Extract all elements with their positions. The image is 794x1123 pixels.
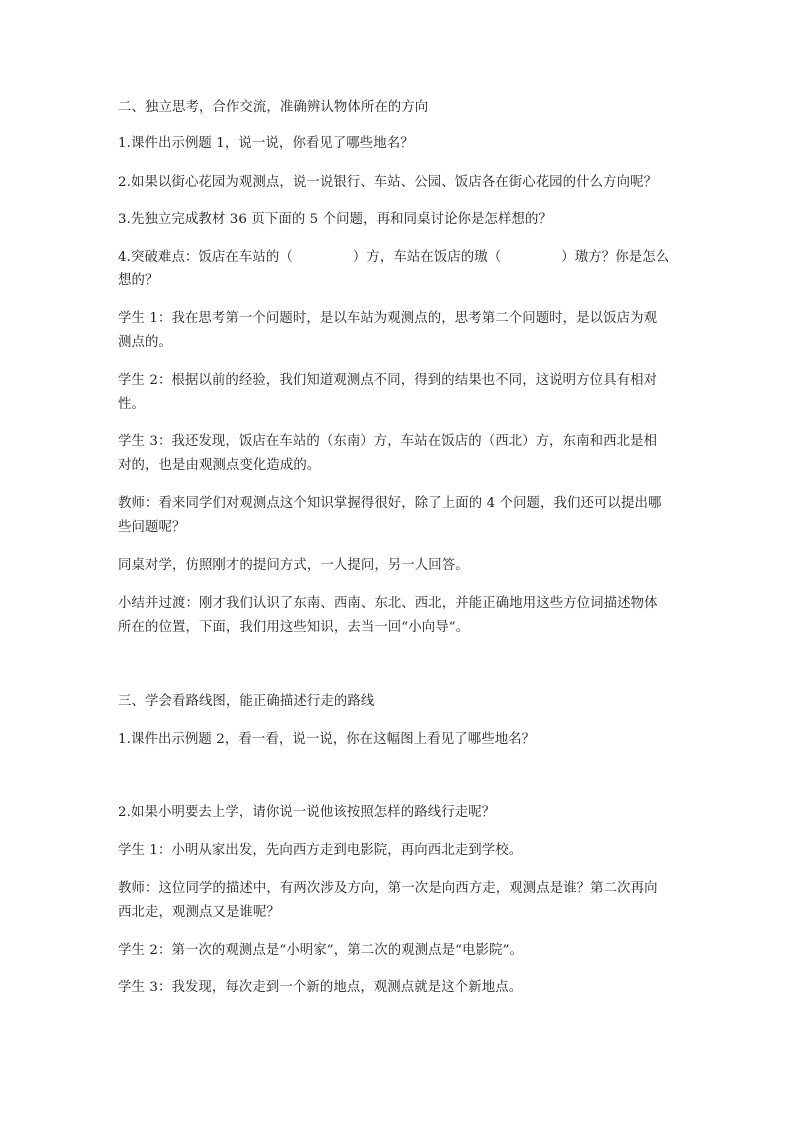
section2-question-2: 2.如果以街心花园为观测点，说一说银行、车站、公园、饭店各在街心花园的什么方向呢？ [118, 175, 658, 190]
q4-part2: ）方，车站在饭店的璈（ [352, 250, 502, 265]
pair-practice: 同桌对学，仿照刚才的提问方式，一人提问，另一人回答。 [118, 558, 469, 573]
student-1-line2: 测点的。 [118, 335, 172, 350]
section3-heading: 三、学会看路线图，能正确描述行走的路线 [118, 694, 375, 709]
summary-line2: 所在的位置，下面，我们用这些知识，去当一回“小向导”。 [118, 620, 470, 635]
section2-heading: 二、独立思考，合作交流，准确辨认物体所在的方向 [118, 100, 429, 115]
section3-student-1: 学生 1：小明从家出发，先向西方走到电影院，再向西北走到学校。 [118, 843, 523, 858]
teacher-line1: 教师：看来同学们对观测点这个知识掌握得很好，除了上面的 4 个问题，我们还可以提出哪 [118, 496, 662, 511]
q4-part3: ）璈方？你是怎么 [561, 250, 670, 265]
section3-student-2: 学生 2：第一次的观测点是“小明家”，第二次的观测点是“电影院”。 [118, 943, 524, 958]
section2-question-1: 1.课件出示例题 1，说一说，你看见了哪些地名？ [118, 136, 414, 151]
summary-line1: 小结并过渡：刚才我们认识了东南、西南、东北、西北，并能正确地用这些方位词描述物体 [118, 596, 658, 611]
student-2-line2: 性。 [118, 397, 145, 412]
student-2-line1: 学生 2：根据以前的经验，我们知道观测点不同，得到的结果也不同，这说明方位具有相对 [118, 373, 658, 388]
student-1-line1: 学生 1：我在思考第一个问题时，是以车站为观测点的，思考第二个问题时，是以饭店为观 [118, 311, 658, 326]
section3-teacher-line1: 教师：这位同学的描述中，有两次涉及方向，第一次是向西方走，观测点是谁？第二次再向 [118, 881, 658, 896]
section3-question-2: 2.如果小明要去上学，请你说一说他该按照怎样的路线行走呢？ [118, 805, 496, 820]
section3-student-3: 学生 3：我发现，每次走到一个新的地点，观测点就是这个新地点。 [118, 980, 523, 995]
section2-question-4-line2: 想的？ [118, 273, 159, 288]
student-3-line2: 对的，也是由观测点变化造成的。 [118, 458, 321, 473]
section2-question-3: 3.先独立完成教材 36 页下面的 5 个问题，再和同桌讨论你是怎样想的？ [118, 212, 552, 227]
q4-part1: 4.突破难点：饭店在车站的（ [118, 250, 293, 265]
student-3-line1: 学生 3：我还发现，饭店在车站的（东南）方，车站在饭店的（西北）方，东南和西北是相 [118, 434, 658, 449]
section2-question-4-line1 [118, 249, 688, 267]
teacher-line2: 些问题呢？ [118, 520, 186, 535]
section3-question-1: 1.课件出示例题 2，看一看，说一说，你在这幅图上看见了哪些地名？ [118, 732, 536, 747]
section3-teacher-line2: 西北走，观测点又是谁呢？ [118, 905, 280, 920]
